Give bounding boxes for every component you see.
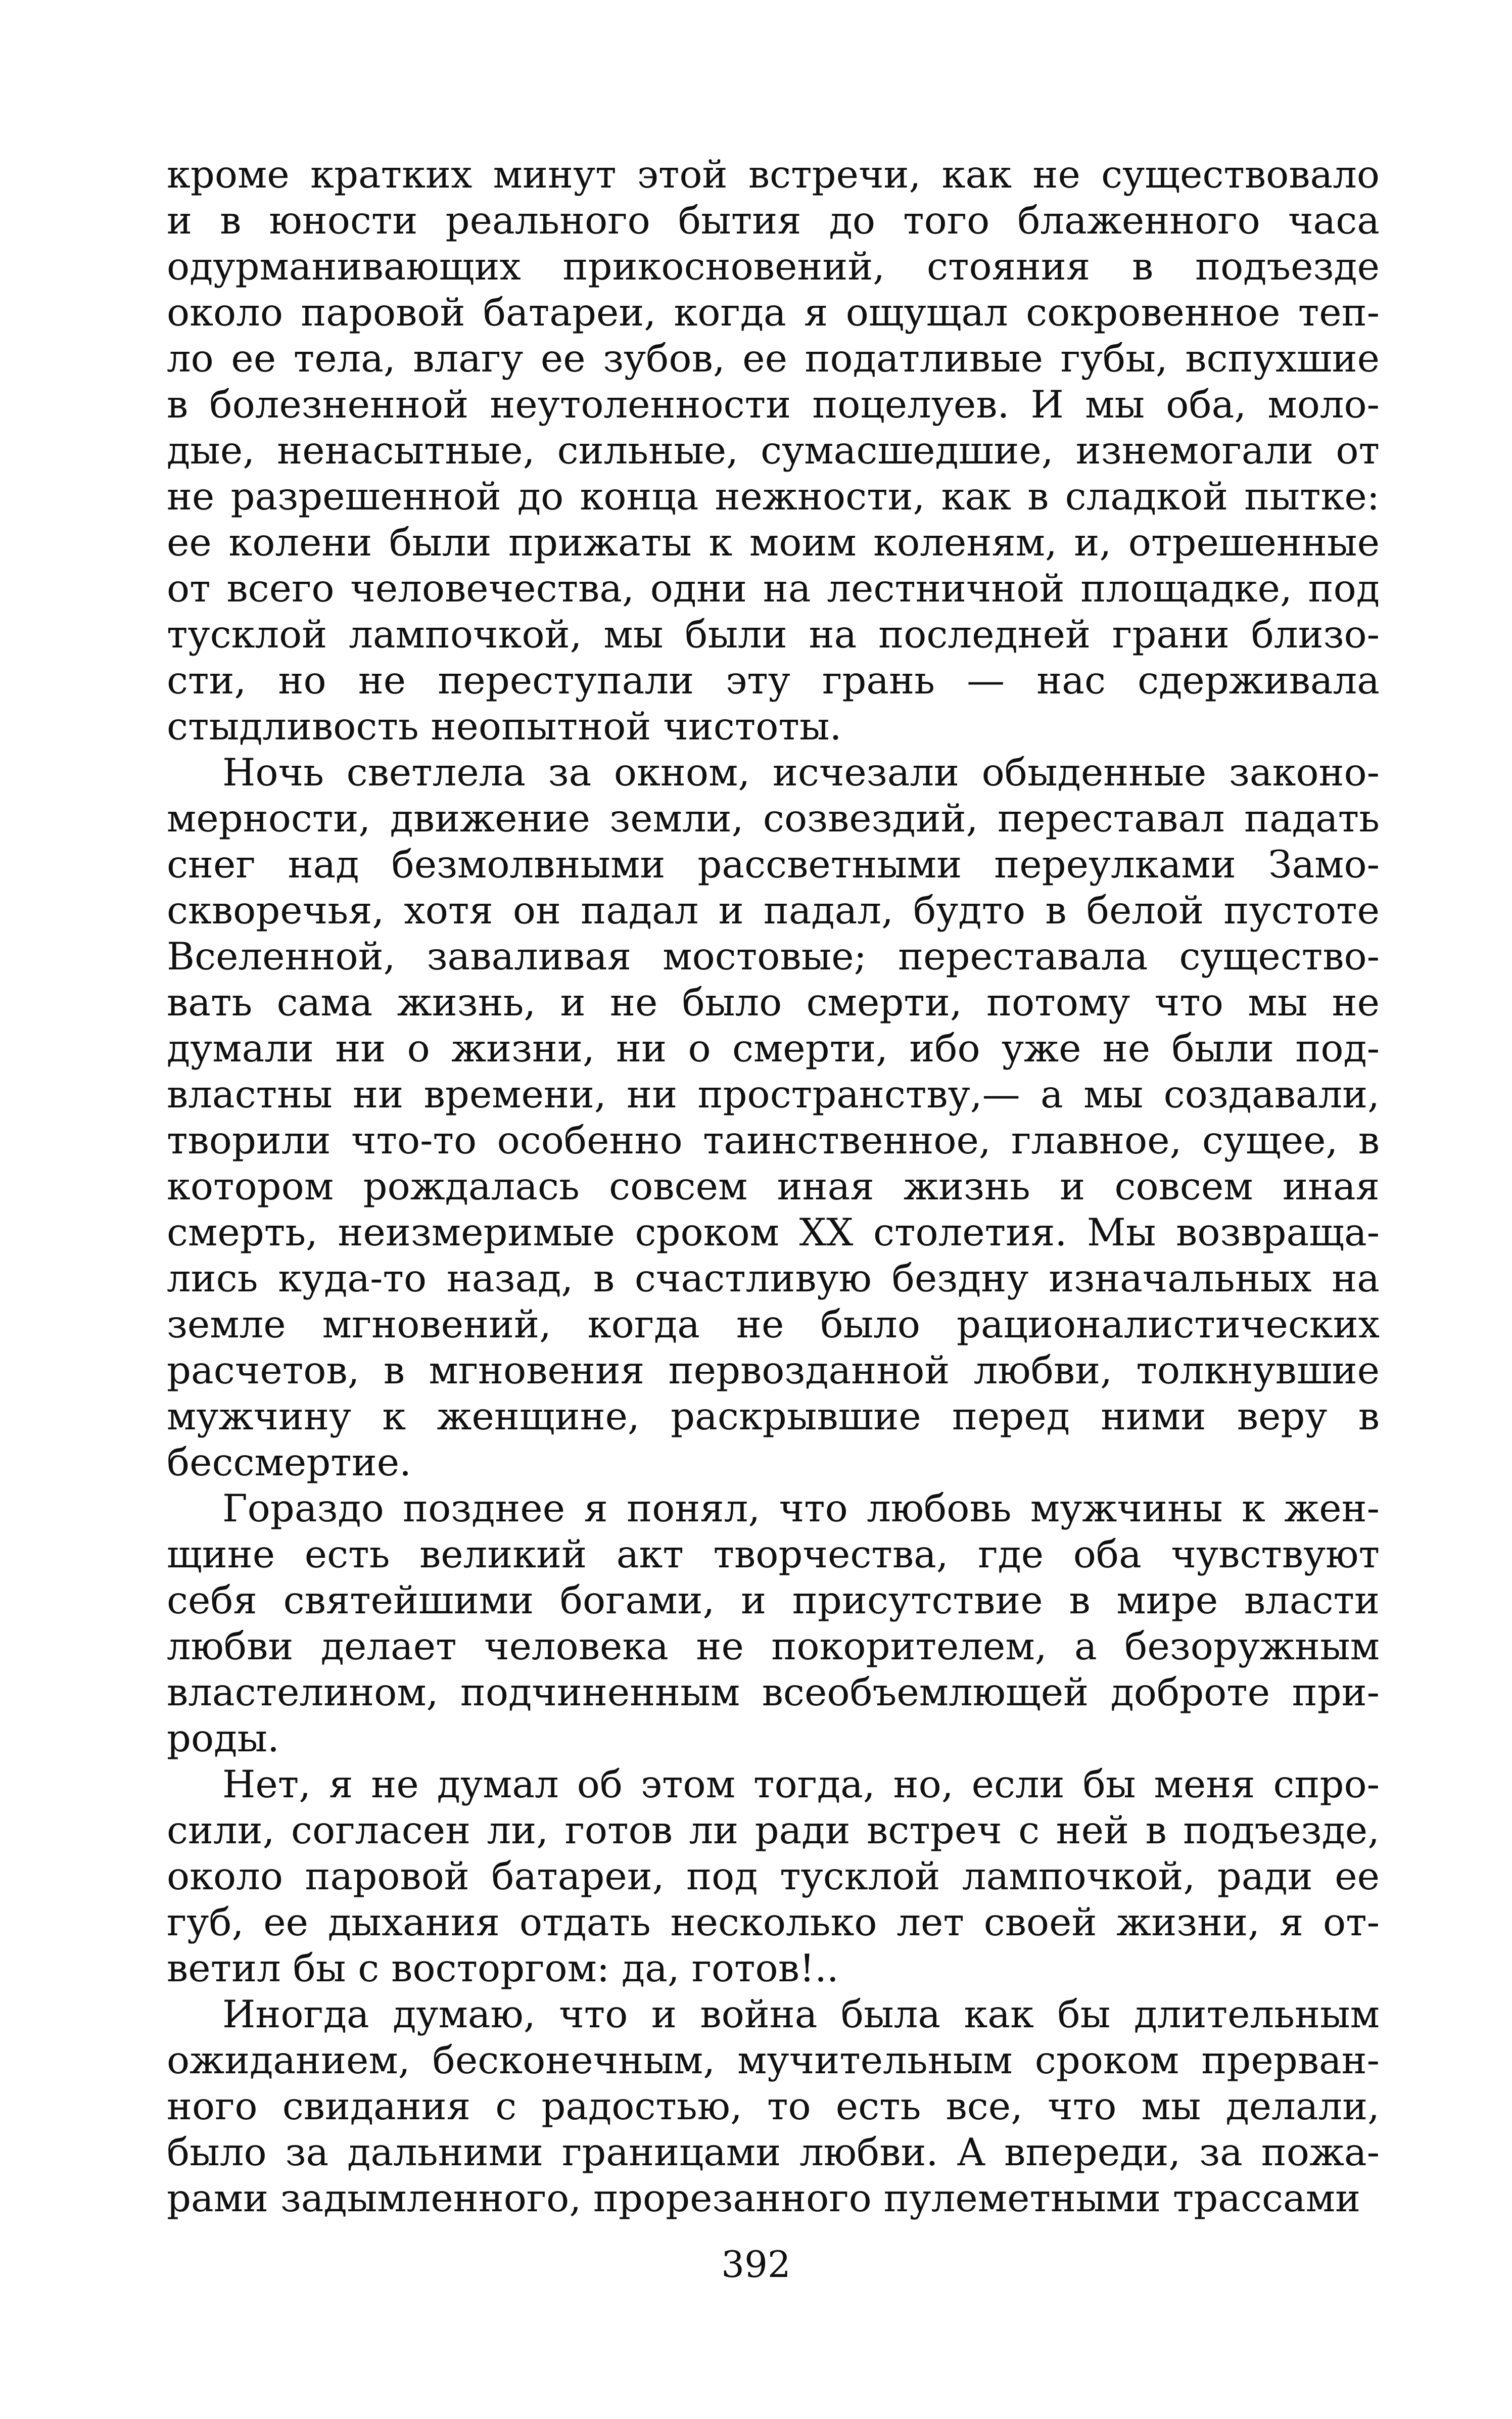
text-line: одурманивающих прикосновений, стояния в подъезде <box>167 244 1380 289</box>
text-line: Ночь светлела за окном, исчезали обыденные законо- <box>222 750 1380 795</box>
text-line: и в юности реального бытия до того блаженного часа <box>167 198 1380 243</box>
text-line: губ, ее дыхания отдать несколько лет своей жизни, я от- <box>167 1900 1380 1944</box>
text-line: ожиданием, бесконечным, мучительным сроком прерван- <box>167 2038 1380 2082</box>
text-line: около паровой батареи, когда я ощущал сокровенное теп- <box>167 290 1380 335</box>
text-line: себя святейшими богами, и присутствие в мире власти <box>167 1578 1380 1622</box>
text-line: снег над безмолвными рассветными переулками Замо- <box>167 842 1380 887</box>
text-line: Гораздо позднее я понял, что любовь мужчины к жен- <box>222 1486 1380 1530</box>
text-line: расчетов, в мгновения первозданной любви, толкнувшие <box>167 1348 1380 1392</box>
text-line: роды. <box>167 1716 279 1760</box>
text-line: мерности, движение земли, созвездий, переставал падать <box>167 796 1380 841</box>
text-line: сили, согласен ли, готов ли ради встреч с ней в подъезде, <box>167 1808 1380 1852</box>
text-line: думали ни о жизни, ни о смерти, ибо уже не были под- <box>167 1026 1380 1071</box>
text-line: ее колени были прижаты к моим коленям, и, отрешенные <box>167 520 1380 565</box>
text-line: рами задымленного, прорезанного пулеметными трассами <box>167 2176 1361 2220</box>
text-line: вать сама жизнь, и не было смерти, потому что мы не <box>167 980 1380 1025</box>
text-line: властны ни времени, ни пространству,— а мы создавали, <box>167 1072 1380 1117</box>
text-line: щине есть великий акт творчества, где оба чувствуют <box>167 1532 1380 1576</box>
paragraph <box>167 750 1380 1485</box>
text-line: около паровой батареи, под тусклой лампочкой, ради ее <box>167 1854 1380 1898</box>
text-line: лись куда-то назад, в счастливую бездну изначальных на <box>167 1256 1380 1300</box>
text-line: любви делает человека не покорителем, а безоружным <box>167 1624 1380 1668</box>
text-line: ло ее тела, влагу ее зубов, ее податливые губы, вспухшие <box>167 336 1380 381</box>
paragraph <box>167 1761 1380 1991</box>
text-line: в болезненной неутоленности поцелуев. И мы оба, моло- <box>167 382 1380 427</box>
text-line: было за дальними границами любви. А впереди, за пожа- <box>167 2130 1380 2174</box>
text-line: властелином, подчиненным всеобъемлющей доброте при- <box>167 1670 1380 1714</box>
text-line: земле мгновений, когда не было рационалистических <box>167 1302 1380 1346</box>
body-text <box>167 152 1380 2221</box>
text-line: смерть, неизмеримые сроком XX столетия. Мы возвраща- <box>167 1210 1380 1254</box>
text-line: скворечья, хотя он падал и падал, будто в белой пустоте <box>167 888 1380 933</box>
text-line: ветил бы с восторгом: да, готов!.. <box>167 1946 839 1990</box>
text-line: кроме кратких минут этой встречи, как не существовало <box>167 152 1380 197</box>
text-line: котором рождалась совсем иная жизнь и совсем иная <box>167 1164 1380 1208</box>
text-line: творили что-то особенно таинственное, главное, сущее, в <box>167 1118 1380 1162</box>
text-line: ного свидания с радостью, то есть все, что мы делали, <box>167 2084 1380 2128</box>
text-line: стыдливость неопытной чистоты. <box>167 704 842 749</box>
text-line: не разрешенной до конца нежности, как в сладкой пытке: <box>167 474 1380 519</box>
paragraph <box>167 152 1380 750</box>
page-number: 392 <box>721 2243 791 2286</box>
text-line: Нет, я не думал об этом тогда, но, если бы меня спро- <box>222 1762 1380 1806</box>
text-line: Иногда думаю, что и война была как бы длительным <box>222 1992 1380 2036</box>
text-line: мужчину к женщине, раскрывшие перед ними веру в <box>167 1394 1380 1438</box>
paragraph <box>167 1991 1380 2221</box>
text-line: сти, но не переступали эту грань — нас сдерживала <box>167 658 1380 703</box>
text-line: бессмертие. <box>167 1440 411 1484</box>
text-line: дые, ненасытные, сильные, сумасшедшие, изнемогали от <box>167 428 1380 473</box>
text-line: от всего человечества, одни на лестничной площадке, под <box>167 566 1380 611</box>
text-line: тусклой лампочкой, мы были на последней грани близо- <box>167 612 1380 657</box>
text-line: Вселенной, заваливая мостовые; переставала существо- <box>167 934 1380 979</box>
paragraph <box>167 1485 1380 1761</box>
